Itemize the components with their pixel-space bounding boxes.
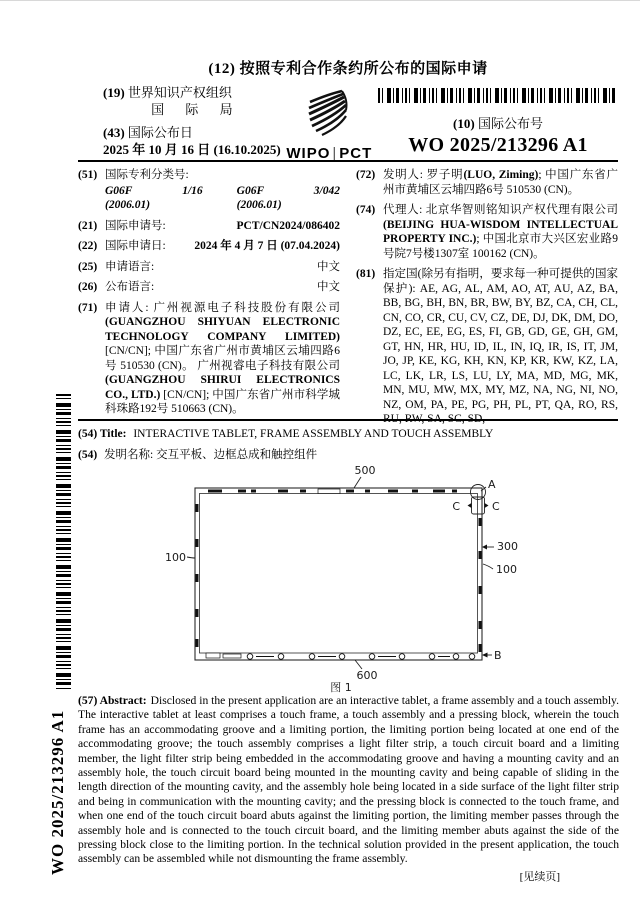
figure-drawing: [150, 458, 570, 694]
inid-72: (72): [356, 169, 376, 181]
title-en-prefix: (54) Title:: [78, 428, 127, 440]
frame-bottom-strip: [206, 653, 475, 659]
ipc-code: G06F 3/042 (2006.01): [236, 184, 340, 211]
inid-25: (25): [78, 260, 98, 273]
application-number-label: 国际申请号:: [105, 219, 166, 232]
figure-caption: 图 1: [330, 681, 352, 694]
agents-row: [356, 203, 618, 261]
filing-date-row: [78, 239, 340, 254]
inventors-text: 罗子明(LUO, Ziming); 中国广东省广州市黄埔区云埔四路6号 510530 (CN)。: [383, 169, 618, 196]
side-barcode: [56, 394, 71, 690]
applicants-text: 广州视源电子科技股份有限公司 (GUANGZHOU SHIYUAN ELECTRONIC TECHNOLOGY COMPANY LIMITED) [CN/CN]; 中国广东省广州市黄埔区云埔四路6号 510530 (CN)。 广州视睿电子科技有限公司 (GUANGZHOU SHIRUI ELECTRONICS CO., LTD.) [CN/CN]; 中国广东省广州市科学城科珠路192号 510663 (CN)。: [105, 301, 341, 415]
applicants-row: [78, 301, 340, 417]
inid-43: (43): [103, 125, 125, 140]
publication-header: [78, 84, 618, 162]
inid-51: (51): [78, 169, 98, 181]
divider: [78, 419, 618, 421]
frame-side-ticks: [196, 504, 482, 652]
publication-date: 2025 年 10 月 16 日 (16.10.2025): [103, 142, 281, 157]
figure-label-a: A: [488, 478, 496, 491]
inventors-label: 发明人:: [383, 169, 427, 181]
applicants-label: 申请人:: [105, 301, 154, 314]
publication-number: WO 2025/213296 A1: [408, 134, 588, 156]
inventors-row: [356, 168, 618, 197]
abstract-paragraph: [78, 694, 619, 867]
org-name: 世界知识产权组织: [127, 85, 232, 100]
figure-label-c-right: C: [492, 500, 500, 513]
ipc-codes: [105, 184, 340, 213]
figure-label-100-right: 100: [496, 563, 517, 576]
wipo-logo-block: [281, 84, 378, 162]
publication-language: 中文: [317, 281, 340, 293]
ipc-row: [78, 168, 340, 213]
designated-states-list: AE, AG, AL, AM, AO, AT, AU, AZ, BA, BB, BG, BH, BN, BR, BW, BY, BZ, CA, CH, CL, CN, CO, CR, CU, CV, CZ, DE, DJ, DK, DM, DO, DZ, EC, EE, EG, ES, FI, GB, GD, GE, GH, GM, GT, HN, HR, HU, ID, IL, IN, IQ, IR, IS, IT, JM, JO, JP, KE, KG, KH, KN, KP, KR, KW, KZ, LA, LC, LK, LR, LS, LU, LY, MA, MD, MG, MK, MN, MU, MW, MX, MY, MZ, NA, NG, NI, NO, NZ, OM, PA, PE, PG, PH, PL, PT, QA, RO, RS, RU, RW, SA, SC, SD,: [383, 282, 618, 425]
title-en-line: [78, 427, 618, 442]
biblio-left-column: [78, 168, 340, 433]
filing-language: 中文: [317, 260, 340, 273]
designated-states-label: 指定国(除另有指明，要求每一种可提供的国家保护):: [383, 268, 618, 295]
publication-date-label-line: [103, 124, 281, 141]
org-name-line: [103, 84, 281, 101]
application-number-row: [78, 219, 340, 234]
inid-21: (21): [78, 219, 98, 232]
figure-label-c-left: C: [452, 500, 460, 513]
abstract-label: (57) Abstract:: [78, 694, 147, 707]
title-zh: 发明名称: 交互平板、边框总成和触控组件: [104, 449, 318, 461]
org-bureau: 国 际 局: [151, 102, 242, 117]
patent-figure: [150, 458, 570, 694]
filing-date-label: 国际申请日:: [105, 240, 166, 252]
publication-number-label: 国际公布号: [477, 116, 543, 131]
publication-number-label-line: [378, 113, 618, 132]
agents-label: 代理人:: [383, 204, 426, 216]
biblio-right-column: [356, 168, 618, 433]
inid-74: (74): [356, 204, 376, 216]
filing-language-label: 申请语言:: [105, 260, 155, 273]
ipc-code: G06F 1/16 (2006.01): [105, 184, 203, 211]
separator: |: [332, 145, 338, 162]
inid-81: (81): [356, 268, 376, 280]
publication-number-block: [378, 84, 618, 162]
inid-19: (19): [103, 85, 125, 100]
bibliographic-section: [78, 168, 618, 433]
wipo-text: WIPO: [286, 145, 331, 162]
side-publication-number: WO 2025/213296 A1: [48, 709, 67, 875]
figure-label-100-left: 100: [165, 551, 186, 564]
barcode: [378, 88, 618, 103]
pct-text: PCT: [339, 145, 373, 162]
figure-label-b: B: [494, 649, 502, 662]
divider: [78, 160, 618, 162]
figure-label-600: 600: [356, 669, 378, 682]
continuation-note: [见续页]: [519, 871, 560, 883]
filing-date: 2024 年 4 月 7 日 (07.04.2024): [194, 240, 340, 252]
agents-text: 北京华智则铭知识产权代理有限公司(BEIJING HUA-WISDOM INTELLECTUAL PROPERTY INC.); 中国北京市大兴区宏业路9号院7号楼1307室 100162 (CN)。: [383, 204, 618, 260]
inid-26: (26): [78, 281, 98, 293]
inid-54: (54): [78, 449, 98, 461]
application-number: PCT/CN2024/086402: [236, 219, 340, 232]
figure-label-500: 500: [354, 464, 376, 477]
org-block: [78, 84, 281, 162]
inid-22: (22): [78, 240, 98, 252]
ipc-label: 国际专利分类号:: [105, 169, 189, 181]
publication-type-line: (12) 按照专利合作条约所公布的国际申请: [208, 61, 488, 77]
publication-language-label: 公布语言:: [105, 281, 155, 293]
publication-date-label: 国际公布日: [127, 125, 193, 140]
title-en: INTERACTIVE TABLET, FRAME ASSEMBLY AND TOUCH ASSEMBLY: [133, 428, 494, 440]
inid-10: (10): [453, 116, 475, 131]
figure-label-300: 300: [497, 540, 518, 553]
designated-states-row: [356, 267, 618, 427]
leader-lines: [187, 477, 494, 669]
filing-language-row: [78, 260, 340, 275]
publication-language-row: [78, 280, 340, 295]
wipo-logo-icon: [301, 86, 357, 138]
inid-71: (71): [78, 301, 98, 314]
abstract-text: Disclosed in the present application are an interactive tablet, a frame assembly and a touch assembly. The interactive tablet at least comprises a touch frame, a touch assembly and a pressing block, wherein the touch frame has an accommodating groove and a limiting portion, the limiting portion being located at one end of the accommodating groove; the touch assembly comprises a light filter strip, a touch circuit board and a limiting member, the light filter strip being embedded in the accommodating groove and having a mounting cavity and an assembly hole, the touch circuit board being mounted in the mounting cavity and being capable of sliding in the length direction of the mounting cavity, and the assembly hole being located in a side surface of the light filter strip and being in communication with the mounting cavity; and the pressing block is connected to the touch frame, and when one end of the touch circuit board abuts against the limiting portion, the limiting member passes through the assembly hole and is connected to the touch circuit board, and the limiting member abuts against the side of the pressing block close to the limiting portion. In the technical solution provided in the present application, the touch assembly can be assembled while not dismounting the frame assembly.: [78, 694, 619, 866]
